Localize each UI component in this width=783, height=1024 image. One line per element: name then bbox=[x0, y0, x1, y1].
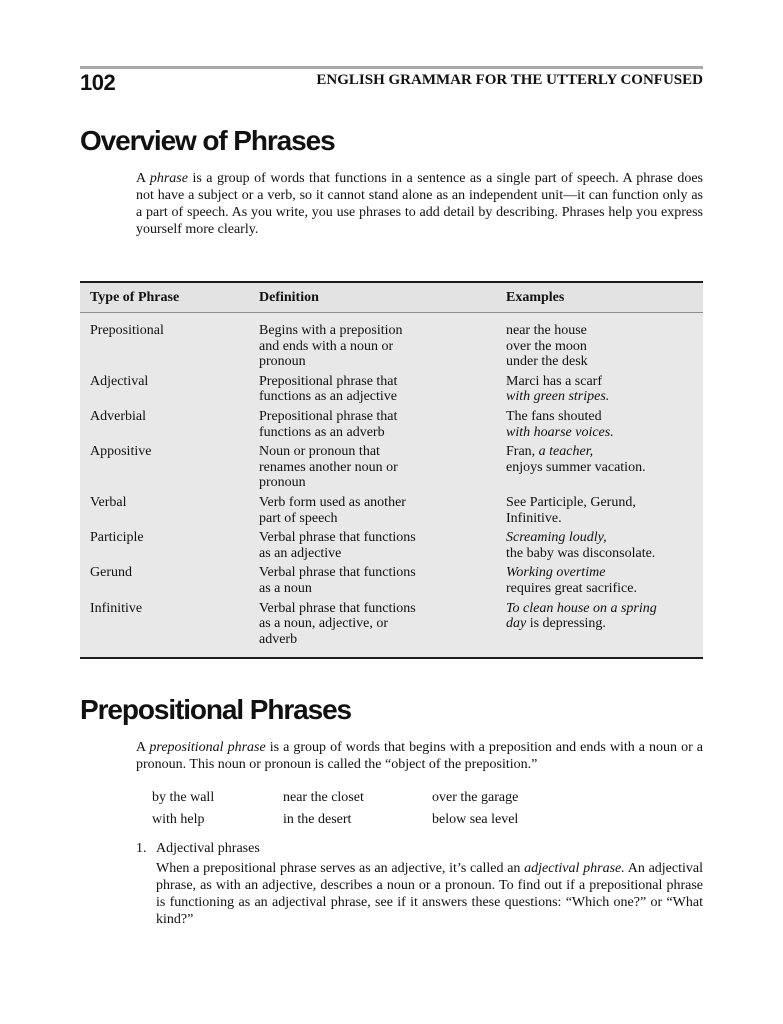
example-text: To clean house on a spring bbox=[506, 600, 657, 616]
column-header-examples: Examples bbox=[506, 290, 565, 305]
definition-line: as an adjective bbox=[259, 545, 342, 561]
example-text: with hoarse voices. bbox=[506, 424, 614, 440]
table-row bbox=[80, 601, 703, 648]
definition-line: Verbal phrase that functions bbox=[259, 600, 416, 616]
examples-cell bbox=[506, 374, 703, 405]
examples-cell bbox=[506, 601, 703, 648]
example-text: Marci has a scarf bbox=[506, 373, 603, 389]
phrase-type-cell: Participle bbox=[90, 530, 144, 546]
definition-line: Prepositional phrase that bbox=[259, 373, 398, 389]
example-text: Infinitive. bbox=[506, 510, 562, 526]
example-phrase: with help bbox=[152, 812, 205, 827]
examples-cell bbox=[506, 323, 703, 370]
phrase-type-cell: Infinitive bbox=[90, 600, 143, 616]
definition-line: Noun or pronoun that bbox=[259, 444, 380, 460]
definition-line: pronoun bbox=[259, 475, 306, 491]
example-line bbox=[506, 409, 703, 425]
example-phrase: by the wall bbox=[152, 790, 215, 805]
definition-line: Prepositional phrase that bbox=[259, 408, 398, 424]
definition-line: functions as an adjective bbox=[259, 389, 398, 405]
example-line bbox=[506, 339, 703, 355]
definition-cell bbox=[259, 601, 506, 648]
examples-cell bbox=[506, 495, 703, 526]
definition-cell bbox=[259, 565, 506, 596]
list-number: 1. bbox=[136, 841, 147, 856]
examples-cell bbox=[506, 444, 703, 491]
definition-line: Verbal phrase that functions bbox=[259, 565, 416, 581]
example-line bbox=[506, 601, 703, 617]
definition-cell bbox=[259, 495, 506, 526]
table-row bbox=[80, 374, 703, 405]
example-text: the baby was disconsolate. bbox=[506, 545, 656, 561]
example-phrases bbox=[152, 790, 582, 834]
example-phrase: near the closet bbox=[283, 790, 364, 805]
example-line bbox=[506, 460, 703, 476]
example-line bbox=[506, 444, 703, 460]
definition-line: renames another noun or bbox=[259, 459, 398, 475]
definition-line: Verbal phrase that functions bbox=[259, 530, 416, 546]
example-text: Working overtime bbox=[506, 565, 606, 581]
examples-cell bbox=[506, 530, 703, 561]
example-line bbox=[506, 323, 703, 339]
example-text: The fans shouted bbox=[506, 408, 602, 424]
running-head: ENGLISH GRAMMAR FOR THE UTTERLY CONFUSED bbox=[316, 72, 703, 88]
definition-line: and ends with a noun or bbox=[259, 338, 394, 354]
example-text: a teacher, bbox=[538, 444, 594, 460]
example-row bbox=[152, 790, 582, 812]
definition-cell bbox=[259, 374, 506, 405]
definition-line: Verb form used as another bbox=[259, 494, 406, 510]
examples-cell bbox=[506, 565, 703, 596]
prepositional-paragraph: A prepositional phrase is a group of words that begins with a preposition and ends with a noun or a pronoun. This noun or pronoun is called the “object of the preposition.” bbox=[136, 740, 704, 772]
page-number: 102 bbox=[80, 70, 116, 95]
example-text: requires great sacrifice. bbox=[506, 580, 637, 596]
example-text: Screaming loudly, bbox=[506, 530, 607, 546]
example-line bbox=[506, 546, 703, 562]
example-line bbox=[506, 354, 703, 370]
definition-line: pronoun bbox=[259, 354, 306, 370]
table-row bbox=[80, 323, 703, 370]
list-item-title: Adjectival phrases bbox=[156, 841, 260, 856]
example-text: over the moon bbox=[506, 338, 587, 354]
example-text: under the desk bbox=[506, 354, 588, 370]
phrase-type-cell: Verbal bbox=[90, 494, 127, 510]
definition-line: as a noun bbox=[259, 580, 312, 596]
phrase-types-table bbox=[80, 281, 703, 659]
section-heading-overview: Overview of Phrases bbox=[80, 125, 335, 156]
definition-line: part of speech bbox=[259, 510, 338, 526]
table-row bbox=[80, 444, 703, 491]
table-header-row bbox=[80, 283, 703, 313]
phrase-type-cell: Gerund bbox=[90, 565, 132, 581]
phrase-type-cell: Adjectival bbox=[90, 373, 149, 389]
term-prepositional-phrase: prepositional phrase bbox=[149, 740, 266, 755]
term-phrase: phrase bbox=[149, 171, 188, 186]
column-header-type: Type of Phrase bbox=[90, 290, 180, 305]
example-line bbox=[506, 530, 703, 546]
example-phrase: in the desert bbox=[283, 812, 352, 827]
definition-cell bbox=[259, 409, 506, 440]
table-body bbox=[80, 313, 703, 657]
example-phrase: below sea level bbox=[432, 812, 519, 827]
example-text: is depressing. bbox=[526, 616, 606, 632]
overview-paragraph: A phrase is a group of words that functions in a sentence as a single part of speech. A phrase does not have a subject or a verb, so it cannot stand alone as an independent unit—it can function only as a part of speech. As you write, you use phrases to add detail by describing. Phrases help you express yourself more clearly. bbox=[136, 171, 704, 237]
definition-line: Begins with a preposition bbox=[259, 323, 403, 338]
column-header-definition: Definition bbox=[259, 290, 319, 305]
definition-cell bbox=[259, 530, 506, 561]
example-text: See Participle, Gerund, bbox=[506, 494, 636, 510]
term-adjectival-phrase: adjectival phrase. bbox=[524, 861, 625, 876]
table-row bbox=[80, 409, 703, 440]
example-phrase: over the garage bbox=[432, 790, 519, 805]
definition-cell bbox=[259, 444, 506, 491]
header-rule bbox=[80, 66, 703, 69]
definition-line: functions as an adverb bbox=[259, 424, 385, 440]
example-line bbox=[506, 581, 703, 597]
phrase-type-cell: Prepositional bbox=[90, 323, 164, 338]
phrase-type-cell: Appositive bbox=[90, 444, 152, 460]
example-line bbox=[506, 389, 703, 405]
table-row bbox=[80, 495, 703, 526]
phrase-type-cell: Adverbial bbox=[90, 408, 146, 424]
example-text: enjoys summer vacation. bbox=[506, 459, 646, 475]
table-row bbox=[80, 530, 703, 561]
example-row bbox=[152, 812, 582, 834]
table-row bbox=[80, 565, 703, 596]
example-text: day bbox=[506, 616, 527, 632]
example-line bbox=[506, 616, 703, 632]
example-text: near the house bbox=[506, 323, 587, 338]
definition-line: as a noun, adjective, or bbox=[259, 616, 389, 632]
example-line bbox=[506, 374, 703, 390]
section-heading-prepositional: Prepositional Phrases bbox=[80, 694, 352, 725]
example-line bbox=[506, 495, 703, 511]
example-text: Fran, bbox=[506, 444, 539, 460]
example-line bbox=[506, 511, 703, 527]
definition-line: adverb bbox=[259, 631, 298, 647]
examples-cell bbox=[506, 409, 703, 440]
example-text: with green stripes. bbox=[506, 389, 610, 405]
definition-cell bbox=[259, 323, 506, 370]
adjectival-paragraph: When a prepositional phrase serves as an adjective, it’s called an adjectival phrase. An adjectival phrase, as with an adjective, describes a noun or a pronoun. To find out if a prepositional phrase is functioning as an adjectival phrase, see if it answers these questions: “Which one?” or “What kind?” bbox=[156, 861, 703, 927]
example-line bbox=[506, 565, 703, 581]
example-line bbox=[506, 425, 703, 441]
